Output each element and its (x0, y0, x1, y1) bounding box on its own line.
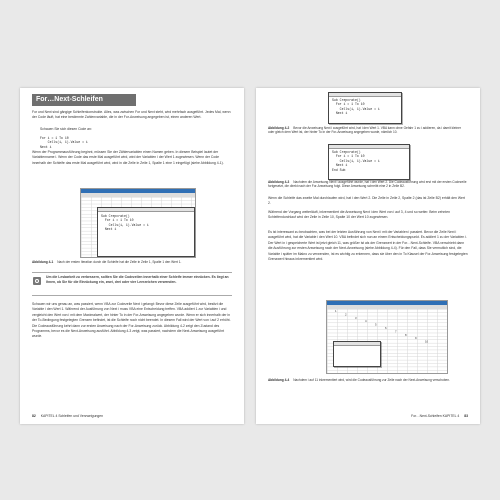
paragraph: Wenn die Schleife das zweite Mal durchlaufen wird, hat i den Wert 2. Die Zelle in Zeile 2, Spalte 2 (das ist Zelle B2) erhält den Wert 2. (268, 196, 465, 206)
vba-toolbar (329, 145, 409, 149)
svg-text:2: 2 (345, 312, 347, 317)
svg-text:1: 1 (335, 309, 337, 313)
page-footer (32, 414, 103, 418)
figure-caption (268, 126, 468, 135)
svg-text:6: 6 (385, 326, 387, 330)
figure-text: Nachdem die Anweisung Next i ausgeführt wurde, hat i den Wert 2. Die Codeausführung wird erst mit der ersten Codezeile fortgesetzt, die direkt nach der For-Anweisung folgt. Diese Anweisung schreibt eine 2 in Zelle B2. (268, 180, 467, 189)
svg-text:4: 4 (365, 319, 367, 324)
figure-caption (268, 180, 468, 189)
page-footer (411, 414, 468, 418)
vba-editor-window (328, 92, 402, 124)
tip-icon (33, 277, 41, 285)
footer-text: For…Next-Schleifen KAPITEL 4 (411, 414, 460, 418)
tip-box (32, 272, 232, 296)
page-number: 82 (32, 414, 36, 418)
vba-toolbar (329, 93, 401, 97)
paragraph: Wenn der Programmausführung beginnt, müssen Sie der Zählervariablen einen Namen geben. In diesem Beispiel lautet der Variablenname i. Wenn der Code das erste Mal ausgeführt wird, wird der Variablen i der Wert 1 zugewiesen. Wenn der Code innerhalb der Schleife das erste Mal ausgeführt wird, wird in die Zelle in Zeile 1, Spalte 1 eine 1 eingefügt (siehe Abbildung 4-1). (32, 150, 224, 165)
tip-text: Um die Lesbarkeit zu verbessern, sollten Sie die Codezeilen innerhalb einer Schleife immer einrücken. Es liegt an Ihnen, ob Sie für die Einrückung ein, zwei, drei oder vier Leerzeichen verwenden. (46, 275, 229, 285)
svg-text:7: 7 (395, 329, 397, 334)
paragraph: Es ist interessant zu beobachten, was bei der letzten Ausführung von Next i mit der Variablen i passiert. Bevor die Zeile Next i ausgeführt wird, hat die Variable i den Wert 10. VBA befindet sich nun an einem Entscheidungspunkt. Es addiert 1 zu der Variablen i. Der Wert in i gespeicherte Wert ist jetzt gleich 11, was größer ist als der Grenzwert in der For…Next-Schleife. VBA verschiebt dann die Ausführung zur ersten Anweisung nach der Next-Anweisung (siehe Abbildung 4-4). Für den Fall, dass Sie vermutlich sind, die Variable i später im Makro zu verwenden, ist es wichtig zu erkennen, dass sie über den in To Klausel der For-Anweisung festgelegten Grenzwert hinaus inkrementiert wird. (268, 230, 468, 262)
svg-text:10: 10 (425, 339, 429, 344)
excel-screenshot (80, 188, 196, 258)
section-heading: For…Next-Schleifen (32, 94, 136, 106)
right-page (256, 88, 480, 424)
page-number: 83 (464, 414, 468, 418)
vba-code: Sub Crepcrate() For i = 1 To 10 Cells(i, 1).Value = i Next i (101, 214, 149, 232)
paragraph: Während der Vorgang weiterläuft, inkrementiert die Anweisung Next i den Wert von i auf 3, 4 und so weiter. Beim zehnten Schleifendurchlauf wird der Zelle in Zeile 10, Spalte 10 der Wert 10 zugewiesen. (268, 210, 451, 220)
figure-label: Abbildung 4-1 (32, 260, 54, 264)
figure-text: Bevor die Anweisung Next i ausgeführt wird, hat i den Wert 1. VBA kann ohne Gefahr 1 zu i addieren, da i damit kleiner oder gleich dem Wert ist, der hinter To in der For-Anweisung angegeben wurde, nämlich 10. (268, 126, 461, 135)
figure-caption (268, 378, 468, 382)
figure-text: Nach der ersten Iteration durch die Schleife hat die Zelle in Zeile 1, Spalte 1 den Wert 1. (57, 260, 182, 264)
left-page (20, 88, 244, 424)
paragraph: Schauen Sie sich diesen Code an: (40, 127, 92, 131)
paragraph: For und Next sind gängige Schleifenkonstrukte. Alles, was zwischen For und Next steht, wird mehrfach ausgeführt. Jedes Mal, wenn der Code läuft, hat eine bestimmte Zahlenvariable, die in der For-Anweisung angegeben ist, einen anderen Wert. (32, 110, 231, 120)
figure-caption (32, 260, 232, 264)
vba-editor-window (333, 341, 381, 367)
figure-label: Abbildung 4-2 (268, 126, 290, 130)
svg-text:9: 9 (415, 336, 417, 341)
svg-text:5: 5 (375, 322, 377, 327)
vba-toolbar (334, 342, 380, 346)
excel-screenshot (326, 300, 448, 374)
svg-text:3: 3 (355, 315, 357, 320)
figure-label: Abbildung 4-4 (268, 378, 290, 382)
vba-toolbar (98, 208, 194, 212)
figure-text: Nachdem i auf 11 inkrementiert wird, wird die Codeausführung zur Zeile nach der Next-Anweisung verschoben. (293, 378, 450, 382)
code-listing: For i = 1 To 10 Cells(i, 1).Value = i Next i (40, 136, 88, 149)
svg-text:8: 8 (405, 332, 407, 337)
vba-code: Sub Crepcrate() For i = 1 To 10 Cells(i, 1).Value = i Next i End Sub (332, 150, 380, 172)
vba-code: Sub Crepcrate() For i = 1 To 10 Cells(i, 1).Value = i Next i (332, 98, 380, 116)
paragraph: Schauen wir uns genau an, was passiert, wenn VBA zur Codezeile Next i gelangt: Bevor diese Zeile ausgeführt wird, besitzt die Variable i den Wert 1. Während der Ausführung von Next i muss VBA eine Entscheidung treffen. VBA addiert 1 zur Variablen i und vergleicht den Wert von i mit dem Maximalwert, der hinter To in der For-Anweisung angegeben wurde. Wenn er sich innerhalb der in der To-Bedingung festgelegten Grenzen befindet, ist die Schleife noch nicht beendet. In diesem Fall wird der Wert von i auf 2 erhöht. Die Codeausführung kehrt dann zur ersten Anweisung nach der For-Anweisung zurück. Abbildung 4-2 zeigt den Zustand des Programms, bevor es die Next-Anweisung ausführt. Abbildung 4-3 zeigt, was passiert, nachdem die Next-Anweisung ausgeführt wurde. (32, 302, 231, 339)
footer-text: KAPITEL 4 Schleifen und Verzweigungen (40, 414, 103, 418)
figure-label: Abbildung 4-3 (268, 180, 290, 184)
vba-editor-window (97, 207, 195, 257)
vba-editor-window (328, 144, 410, 180)
